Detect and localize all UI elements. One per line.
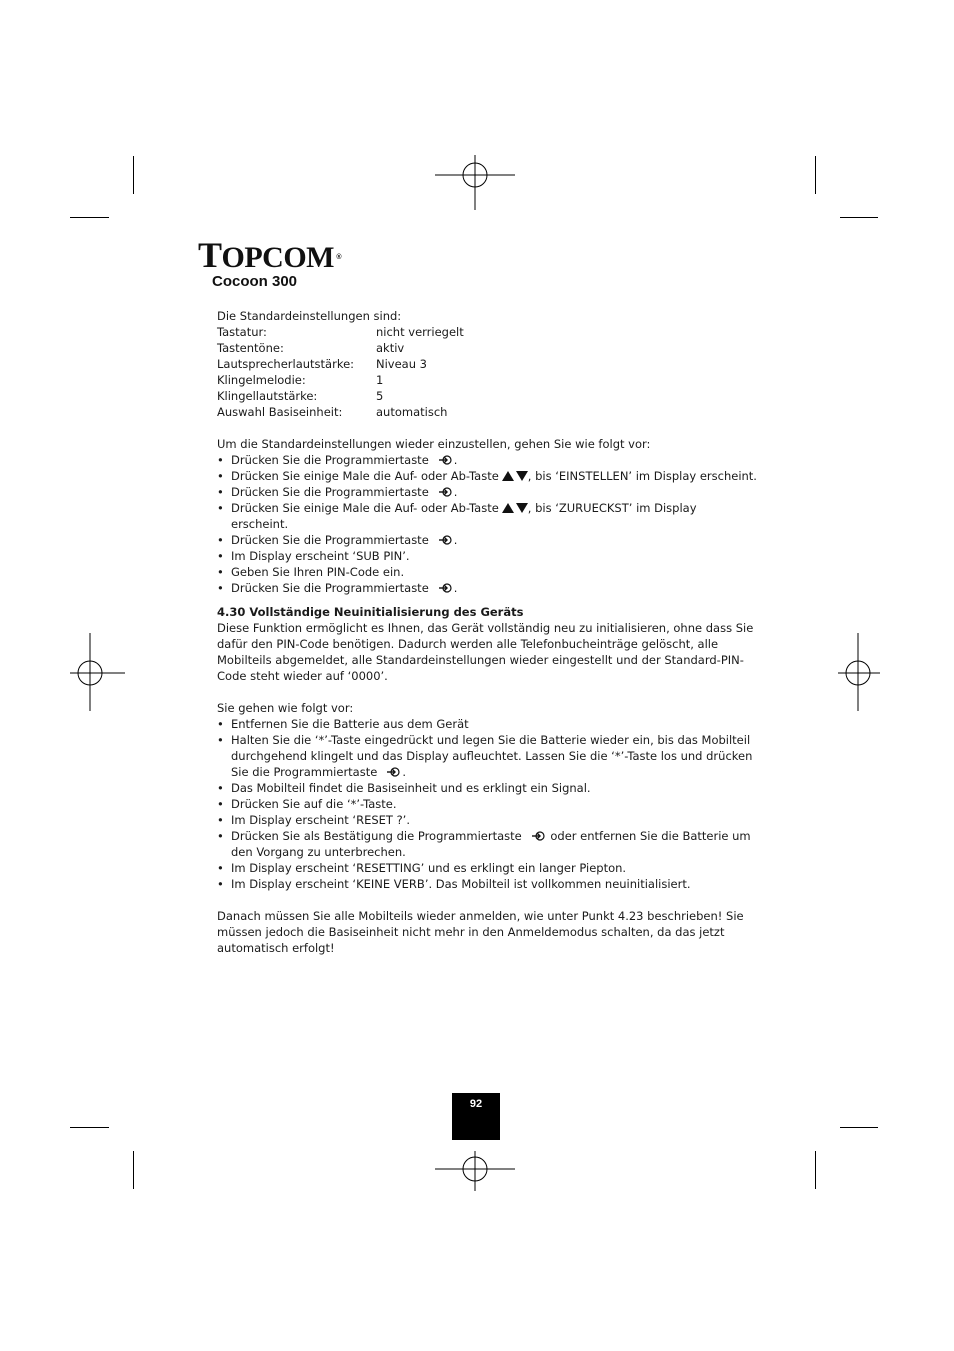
list-item [217, 732, 757, 780]
step-text-end: , bis ‘ZURUECKST’ im Display erscheint. [231, 501, 697, 531]
settings-row [217, 356, 757, 372]
step-text-end: . [402, 765, 406, 779]
crop-mark [815, 156, 816, 194]
step-text-end: . [453, 485, 458, 499]
crop-mark [70, 1127, 109, 1128]
section-heading: 4.30 Vollständige Neuinitialisierung des Geräts [217, 605, 524, 619]
list-item [217, 828, 757, 860]
step-text: Im Display erscheint ‘RESETTING’ und es erklingt ein langer Piepton. [231, 861, 627, 875]
registered-mark: ® [336, 254, 341, 261]
setting-value: 5 [376, 389, 384, 403]
crop-mark [133, 1151, 134, 1189]
crop-mark [815, 1151, 816, 1189]
step-text-end: . [453, 453, 458, 467]
setting-value: Niveau 3 [376, 357, 427, 371]
step-text: Im Display erscheint ‘KEINE VERB’. Das Mobilteil ist vollkommen neuinitialisiert. [231, 877, 691, 891]
setting-key: Tastatur: [217, 325, 267, 339]
brand-header [198, 235, 341, 290]
logo-initial: T [198, 235, 222, 275]
logo-rest: OPCOM [221, 241, 334, 274]
list-item [217, 500, 757, 532]
list-item [217, 468, 757, 484]
list-item [217, 532, 757, 548]
step-text: Drücken Sie einige Male die Auf- oder Ab-Taste [231, 501, 499, 515]
reset-defaults-steps [217, 452, 757, 596]
list-item [217, 716, 757, 732]
list-item [217, 452, 757, 468]
registration-mark-icon [435, 1131, 515, 1211]
topcom-logo [198, 235, 341, 275]
crop-mark [70, 217, 109, 218]
step-text: Geben Sie Ihren PIN-Code ein. [231, 565, 405, 579]
up-down-arrow-icon [502, 503, 528, 513]
list-item [217, 484, 757, 500]
program-key-icon [439, 534, 453, 546]
section-paragraph: Diese Funktion ermöglicht es Ihnen, das Gerät vollständig neu zu initialisieren, ohne dass Sie dafür den PIN-Code benötigen. Dadurch werden alle Telefonbucheinträge gelöscht, alle Mobilteils abgemeldet, alle Standardeinstellungen wieder eingestellt und der Standard-PIN-Code steht wieder auf ‘0000’. [217, 621, 754, 683]
step-text: Drücken Sie die Programmiertaste [231, 485, 429, 499]
list-item [217, 548, 757, 564]
list-item [217, 564, 757, 580]
crop-mark [840, 1127, 878, 1128]
step-text: Entfernen Sie die Batterie aus dem Gerät [231, 717, 469, 731]
crop-mark [133, 156, 134, 194]
list-item [217, 860, 757, 876]
model-name: Cocoon 300 [212, 273, 298, 290]
list-item [217, 780, 757, 796]
step-text: Im Display erscheint ‘RESET ?’. [231, 813, 410, 827]
program-key-icon [439, 454, 453, 466]
settings-row [217, 324, 757, 340]
program-key-icon [387, 766, 401, 778]
settings-row [217, 388, 757, 404]
defaults-intro: Die Standardeinstellungen sind: [217, 309, 402, 323]
page-content [217, 308, 757, 956]
settings-row [217, 340, 757, 356]
procedure-intro: Sie gehen wie folgt vor: [217, 701, 354, 715]
step-text: Halten Sie die ‘*’-Taste eingedrückt und legen Sie die Batterie wieder ein, bis das Mobilteil durchgehend klingelt und das Display aufleuchtet. Lassen Sie die ‘*’-Taste los und drücken Sie die Programmiertaste [231, 733, 753, 779]
step-text: Drücken Sie die Programmiertaste [231, 533, 429, 547]
setting-key: Klingelmelodie: [217, 373, 306, 387]
step-text: Drücken Sie die Programmiertaste [231, 453, 429, 467]
setting-value: automatisch [376, 405, 448, 419]
step-text: Drücken Sie auf die ‘*’-Taste. [231, 797, 397, 811]
step-text-end: , bis ‘EINSTELLEN’ im Display erscheint. [527, 469, 757, 483]
step-text-end: . [453, 533, 458, 547]
list-item [217, 796, 757, 812]
setting-value: 1 [376, 373, 384, 387]
step-text: Das Mobilteil findet die Basiseinheit und es erklingt ein Signal. [231, 781, 591, 795]
settings-row [217, 404, 757, 420]
program-key-icon [439, 582, 453, 594]
registration-mark-icon [818, 633, 898, 713]
registration-mark-icon [50, 633, 130, 713]
page-number: 92 [452, 1093, 500, 1140]
setting-key: Lautsprecherlautstärke: [217, 357, 355, 371]
crop-mark [840, 217, 878, 218]
up-down-arrow-icon [502, 471, 528, 481]
setting-key: Klingellautstärke: [217, 389, 318, 403]
reinit-steps [217, 716, 757, 892]
program-key-icon [532, 830, 546, 842]
setting-key: Auswahl Basiseinheit: [217, 405, 343, 419]
settings-table [217, 324, 757, 420]
step-text: Drücken Sie einige Male die Auf- oder Ab-Taste [231, 469, 499, 483]
step-text: Drücken Sie die Programmiertaste [231, 581, 429, 595]
step-text: Im Display erscheint ‘SUB PIN’. [231, 549, 410, 563]
list-item [217, 812, 757, 828]
program-key-icon [439, 486, 453, 498]
reset-defaults-intro: Um die Standardeinstellungen wieder einzustellen, gehen Sie wie folgt vor: [217, 437, 651, 451]
step-text: Drücken Sie als Bestätigung die Programmiertaste [231, 829, 522, 843]
settings-row [217, 372, 757, 388]
registration-mark-icon [435, 135, 515, 215]
setting-value: aktiv [376, 341, 405, 355]
list-item [217, 580, 757, 596]
setting-value: nicht verriegelt [376, 325, 464, 339]
step-text-end: oder entfernen Sie die Batterie um den Vorgang zu unterbrechen. [231, 829, 751, 859]
list-item [217, 876, 757, 892]
setting-key: Tastentöne: [217, 341, 284, 355]
step-text-end: . [453, 581, 458, 595]
closing-paragraph: Danach müssen Sie alle Mobilteils wieder anmelden, wie unter Punkt 4.23 beschrieben! Sie müssen jedoch die Basiseinheit nicht mehr in den Anmeldemodus schalten, da das jetzt automatisch erfolgt! [217, 909, 744, 955]
